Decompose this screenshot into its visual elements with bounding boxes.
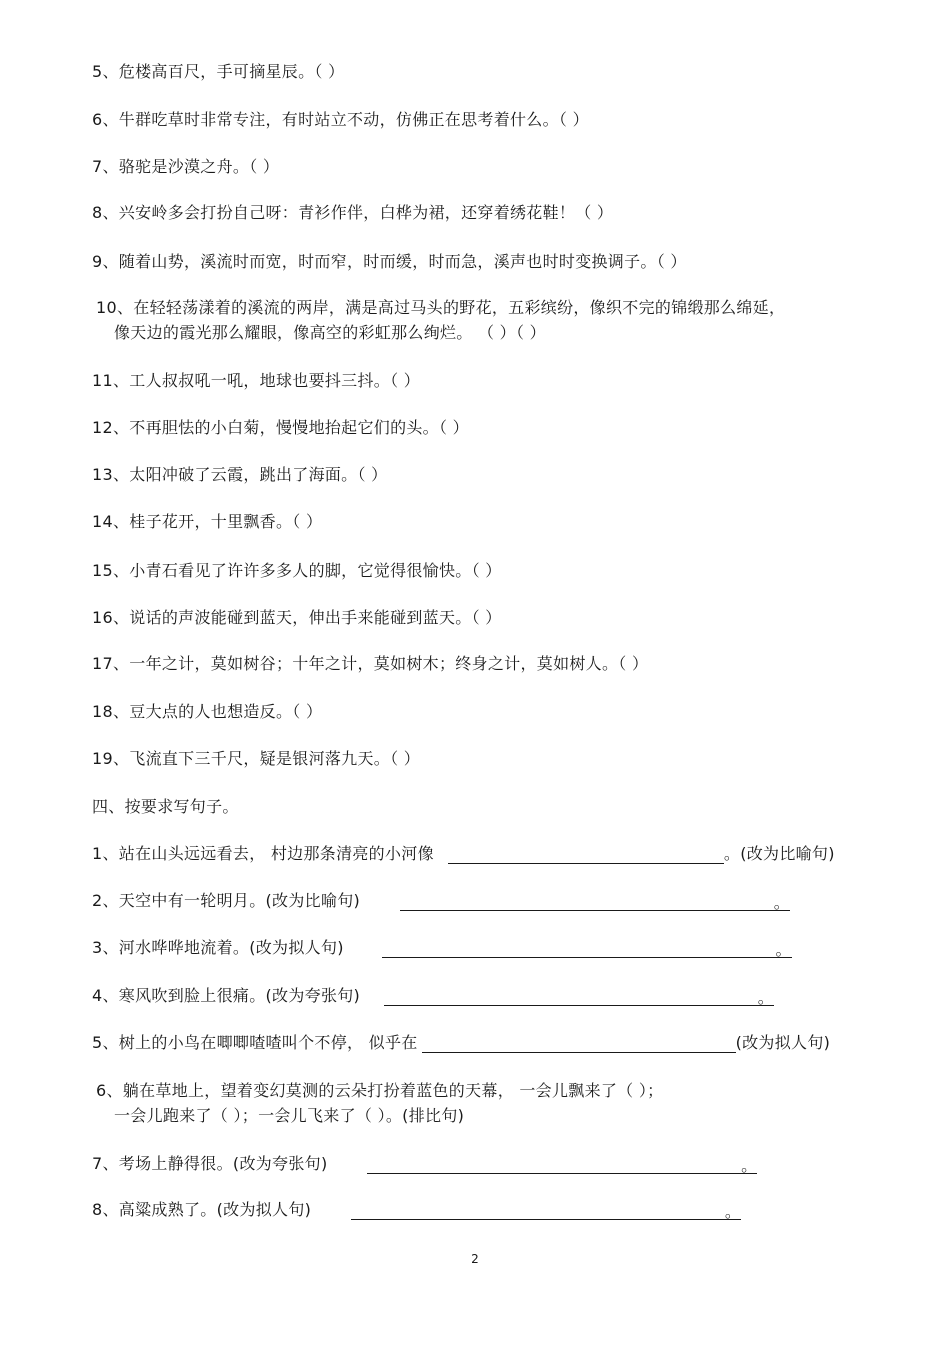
answer-blank[interactable]: 。 xyxy=(400,893,790,911)
rewrite-item: 4、寒风吹到脸上很痛。(改为夸张句) 。 xyxy=(92,986,775,1007)
rewrite-item-continuation: 一会儿跑来了（ ）；一会儿飞来了（ ）。(排比句) xyxy=(114,1106,465,1125)
question-item: 9、随着山势，溪流时而宽，时而窄，时而缓，时而急，溪声也时时变换调子。（ ） xyxy=(92,252,687,271)
answer-blank[interactable]: 。 xyxy=(384,988,774,1006)
question-item: 19、飞流直下三千尺，疑是银河落九天。（ ） xyxy=(92,749,421,768)
answer-blank[interactable]: 。 xyxy=(351,1202,741,1220)
question-item: 10、在轻轻荡漾着的溪流的两岸，满是高过马头的野花，五彩缤纷，像织不完的锦缎那么绵延， xyxy=(96,298,786,317)
rewrite-item: 6、躺在草地上，望着变幻莫测的云朵打扮着蓝色的天幕， 一会儿飘来了（ ）； xyxy=(96,1081,664,1100)
question-item: 11、工人叔叔吼一吼，地球也要抖三抖。（ ） xyxy=(92,371,421,390)
question-item: 14、桂子花开，十里飘香。（ ） xyxy=(92,512,323,531)
question-item: 12、不再胆怯的小白菊，慢慢地抬起它们的头。（ ） xyxy=(92,418,469,437)
question-item-continuation: 像天边的霞光那么耀眼，像高空的彩虹那么绚烂。 （ ）（ ） xyxy=(114,323,546,342)
question-item: 7、骆驼是沙漠之舟。（ ） xyxy=(92,157,280,176)
rewrite-item: 3、河水哗哗地流着。(改为拟人句) 。 xyxy=(92,938,792,959)
question-item: 8、兴安岭多会打扮自己呀：青衫作伴，白桦为裙，还穿着绣花鞋！（ ） xyxy=(92,203,614,222)
question-item: 18、豆大点的人也想造反。（ ） xyxy=(92,702,323,721)
answer-blank[interactable]: 。 xyxy=(382,940,792,958)
question-item: 5、危楼高百尺，手可摘星辰。（ ） xyxy=(92,62,345,81)
rewrite-item: 5、树上的小鸟在唧唧喳喳叫个不停， 似乎在 (改为拟人句) xyxy=(92,1033,831,1052)
rewrite-item: 1、站在山头远远看去， 村边那条清亮的小河像 。(改为比喻句) xyxy=(92,844,835,863)
question-item: 15、小青石看见了许许多多人的脚，它觉得很愉快。（ ） xyxy=(92,561,502,580)
answer-blank[interactable] xyxy=(422,1035,736,1053)
question-item: 16、说话的声波能碰到蓝天，伸出手来能碰到蓝天。（ ） xyxy=(92,608,502,627)
rewrite-item: 7、考场上静得很。(改为夸张句) 。 xyxy=(92,1154,758,1175)
section-heading: 四、按要求写句子。 xyxy=(92,797,239,816)
page-number: 2 xyxy=(471,1252,479,1266)
answer-blank[interactable] xyxy=(448,846,724,864)
question-item: 13、太阳冲破了云霞，跳出了海面。（ ） xyxy=(92,465,388,484)
question-item: 17、一年之计，莫如树谷；十年之计，莫如树木；终身之计，莫如树人。（ ） xyxy=(92,654,649,673)
answer-blank[interactable]: 。 xyxy=(367,1156,757,1174)
question-item: 6、牛群吃草时非常专注，有时站立不动，仿佛正在思考着什么。（ ） xyxy=(92,110,589,129)
rewrite-item: 8、高粱成熟了。(改为拟人句) 。 xyxy=(92,1200,742,1221)
rewrite-item: 2、天空中有一轮明月。(改为比喻句) 。 xyxy=(92,891,791,912)
